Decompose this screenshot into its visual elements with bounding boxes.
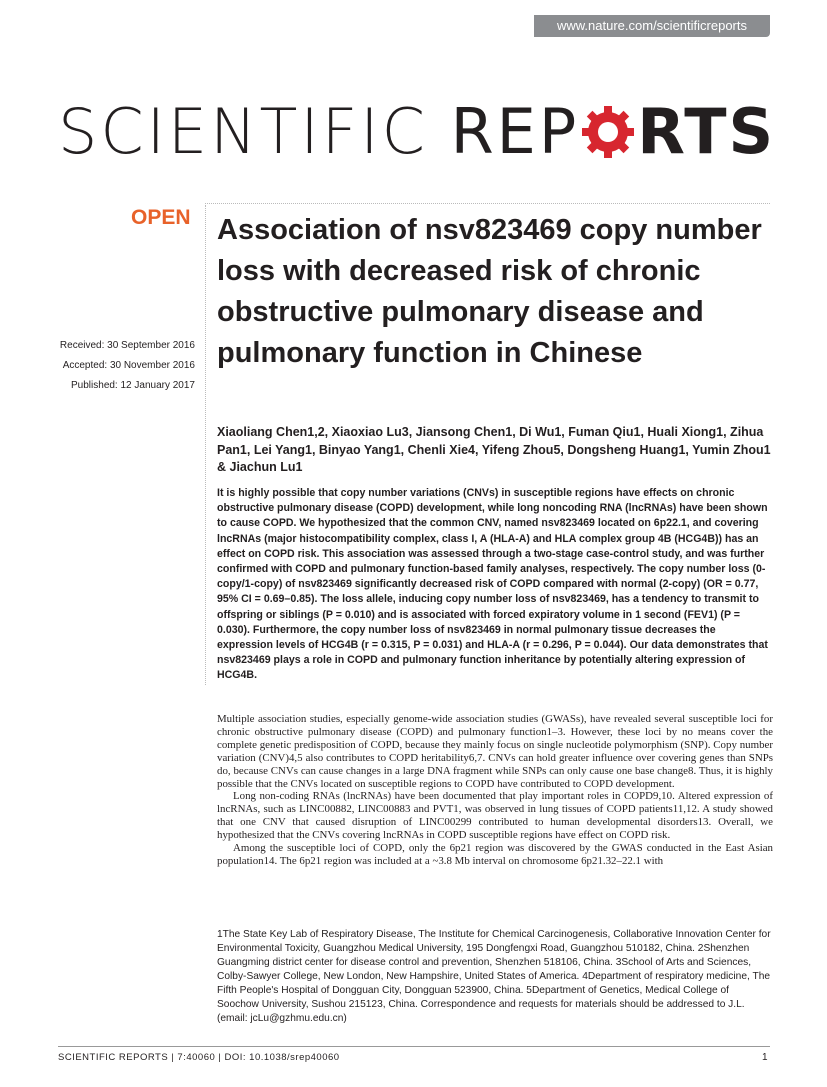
page-number: 1 [762,1052,768,1063]
masthead-rts: RTS [637,95,776,168]
masthead-rep: REP [450,95,580,168]
open-access-label: OPEN [131,206,191,229]
published-date: Published: 12 January 2017 [71,380,195,391]
journal-url-banner[interactable]: www.nature.com/scientificreports [534,15,770,37]
received-date: Received: 30 September 2016 [59,340,195,351]
header-divider [205,203,770,204]
article-body [217,713,773,868]
footer-divider [58,1046,770,1047]
side-divider [205,205,206,685]
journal-masthead [58,92,778,172]
footer-citation: SCIENTIFIC REPORTS | 7:40060 | DOI: 10.1038/srep40060 [58,1052,340,1063]
body-paragraph-1: Multiple association studies, especially genome-wide association studies (GWASs), have revealed several susceptible loci for chronic obstructive pulmonary disease (COPD) and pulmonary function1–3. However, these loci by no means cover the complete genetic predisposition of COPD, because they mainly focus on single nucleotide polymorphism (SNP). Copy number variation (CNV)4,5 also contributes to COPD heritability6,7. CNVs can hold greater influence over covering genes than SNPs do, because CNVs can cause changes in a large DNA fragment while SNPs can only cause one base change8. Thus, it is highly possible that the CNVs located on susceptible regions to COPD have contributed to COPD development. [217,713,773,790]
author-list: Xiaoliang Chen1,2, Xiaoxiao Lu3, Jiansong Chen1, Di Wu1, Fuman Qiu1, Huali Xiong1, Zihua Pan1, Lei Yang1, Binyao Yang1, Chenli Xie4, Yifeng Zhou5, Dongsheng Huang1, Yumin Zhou1 & Jiachun Lu1 [217,425,771,474]
abstract: It is highly possible that copy number variations (CNVs) in susceptible regions have effects on chronic obstructive pulmonary disease (COPD) development, while long noncoding RNA (lncRNAs) have been shown to cause COPD. We hypothesized that the common CNV, named nsv823469 located on 6p22.1, and covering lncRNAs (major histocompatibility complex, class I, A (HLA-A) and HLA complex group 4B (HCG4B)) has an effect on COPD risk. This association was assessed through a two-stage case-control study, and was further confirmed with COPD and pulmonary function-based family analyses, respectively. The copy number loss (0-copy/1-copy) of nsv823469 significantly decreased risk of COPD compared with normal (2-copy) (OR = 0.77, 95% CI = 0.69–0.85). The loss allele, inducing copy number loss of nsv823469, has a tendency to transmit to offspring or siblings (P = 0.010) and is associated with forced expiratory volume in 1 second (FEV1) (P = 0.030). Furthermore, the copy number loss of nsv823469 in normal pulmonary tissue decreases the expression levels of HCG4B (r = 0.315, P = 0.031) and HLA-A (r = 0.296, P = 0.044). Our data demonstrates that nsv823469 plays a role in COPD and pulmonary function inheritance by potentially altering expression of HCG4B. [217,487,768,682]
article-title: Association of nsv823469 copy number loss with decreased risk of chronic obstructive pulmonary disease and pulmonary function in Chinese [217,214,762,369]
body-paragraph-3: Among the susceptible loci of COPD, only the 6p21 region was discovered by the GWAS conducted in the East Asian population14. The 6p21 region was included at a ~3.8 Mb interval on chromosome 6p21.32–22.1 with [217,842,773,867]
publication-dates [60,336,195,396]
gear-icon [580,104,636,160]
accepted-date: Accepted: 30 November 2016 [62,360,195,371]
body-paragraph-2: Long non-coding RNAs (lncRNAs) have been documented that play important roles in COPD9,10. Altered expression of lncRNAs, such as LINC00882, LINC00883 and PVT1, was observed in lung tissues of COPD patients11,12. A study showed that one CNV that caused disruption of LINC00299 contributed to human developmental disorders13. Overall, we hypothesized that the CNVs covering lncRNAs in COPD susceptible regions have effect on COPD risk. [217,790,773,842]
affiliations: 1The State Key Lab of Respiratory Disease, The Institute for Chemical Carcinogenesis, Collaborative Innovation Center for Environmental Toxicity, Guangzhou Medical University, 195 Dongfengxi Road, Guangzhou 510182, China. 2Shenzhen Guangming district center for disease control and prevention, Shenzhen 518106, China. 3School of Arts and Sciences, Colby-Sawyer College, New London, New Hampshire, United States of America. 4Department of respiratory medicine, The Fifth People's Hospital of Dongguan City, Dongguan 523900, China. 5Department of Genetics, Medical College of Soochow University, Sushou 215123, China. Correspondence and requests for materials should be addressed to J.L. (email: jcLu@gzhmu.edu.cn) [217,929,771,1024]
masthead-text-part1 [58,92,579,172]
masthead-scientific: SCIENTIFIC [58,95,451,168]
